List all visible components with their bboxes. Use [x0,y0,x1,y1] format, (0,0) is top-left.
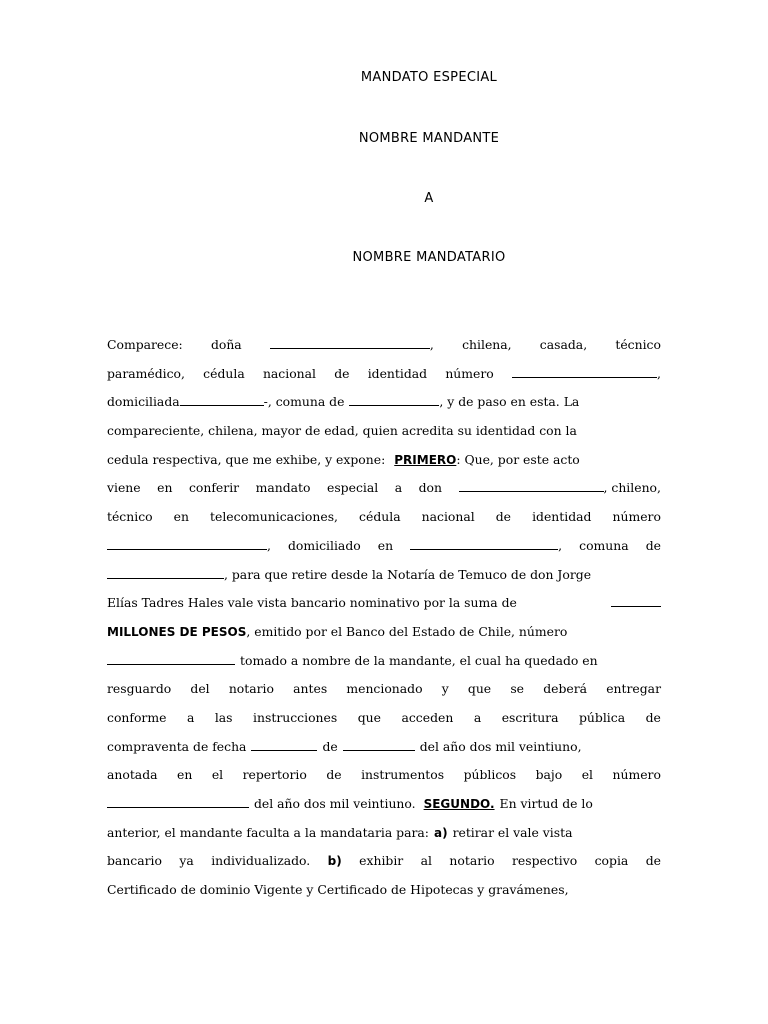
line-word: domiciliado [288,537,361,553]
line-word: pública [579,709,626,725]
line-word: repertorio [242,767,307,783]
line-word: en [173,509,189,525]
line-word: número [612,509,661,525]
line-word: mandato [255,480,311,496]
line-word: técnico [107,509,153,525]
paragraph-line [107,761,661,790]
paragraph-line [107,704,661,733]
line-word: se [510,681,525,697]
line-word: públicos [463,767,517,783]
line-word: nacional [262,365,316,381]
line-word: de [645,537,661,553]
line-word: el [581,767,594,783]
line-word: , chileno, [603,480,661,496]
line-word: del año dos mil veintiuno, [419,738,582,754]
line-word: de [645,853,661,869]
line-word: deberá [543,681,588,697]
line-word: respectivo [511,853,578,869]
line-word: comuna [579,537,629,553]
line-word: , emitido por el Banco del Estado de Chile, número [246,623,568,639]
blank-field [512,365,657,378]
paragraph-line [107,647,661,676]
line-word: cédula [203,365,245,381]
line-word: a [473,709,482,725]
a-heading: A [424,191,434,206]
line-word: de [495,509,512,525]
line-word: nacional [421,509,475,525]
blank-field [611,594,661,607]
blank-field [107,537,267,550]
line-word: paramédico, [107,365,185,381]
line-word: escritura [501,709,559,725]
segundo-clause-label: SEGUNDO. [423,797,495,811]
line-word: acceden [401,709,454,725]
paragraph-line [107,733,661,762]
line-word: , y de paso en esta. La [439,394,580,410]
paragraph-line [107,819,661,848]
line-word: viene [107,480,141,496]
blank-field [251,738,317,751]
line-word: conforme [107,709,167,725]
line-word: del año dos mil veintiuno. [254,796,416,811]
paragraph-line [107,876,661,905]
line-word: las [214,709,233,725]
paragraph-line [107,417,661,446]
line-word: anotada [107,767,158,783]
line-word: en [377,537,394,553]
paragraph-line: Comparece: doña , chilena, casada, técnico [107,331,661,360]
line-word: al [420,853,432,869]
paragraph-line [107,790,661,819]
line-word: del [190,681,210,697]
line-word: Certificado de dominio Vigente y Certificado de Hipotecas y gravámenes, [107,882,569,898]
primero-clause-label: PRIMERO [394,452,457,467]
line-word: que [467,681,492,697]
paragraph-line [107,847,661,876]
line-word: instrumentos [361,767,445,783]
line-word: exhibir [359,853,404,869]
line-word: doña [210,337,242,352]
paragraph-line [107,388,661,417]
line-word: entregar [606,681,661,697]
line-word: casada, [539,337,588,352]
line-word: Comparece: [107,337,183,352]
paragraph-line [107,532,661,561]
line-word: el [211,767,224,783]
line-word: a [186,709,195,725]
line-word: , para que retire desde la Notaría de Temuco de don Jorge [224,566,592,582]
line-word: conferir [188,480,240,496]
line-word: retirar el vale vista [452,824,573,840]
line-word: : Que, por este acto [456,451,580,467]
mandante-heading: NOMBRE MANDANTE [358,131,500,146]
amount-label: MILLONES DE PESOS [107,624,247,639]
line-word: notario [449,853,495,869]
line-word: de [645,709,661,725]
line-word: instrucciones [253,709,338,725]
blank-field [349,393,439,406]
blank-field [107,652,235,665]
line-word: compareciente, chilena, mayor de edad, quien acredita su identidad con la [107,423,577,439]
line-word: de [326,767,342,783]
line-word: técnico [615,337,661,352]
paragraph-line [107,618,661,647]
line-word: ya [179,853,194,869]
line-word: bajo [535,767,563,783]
paragraph-line [107,675,661,704]
paragraph-line [107,446,661,475]
blank-field [343,738,415,751]
paragraph-line [107,589,661,618]
line-word: y [441,681,449,697]
item-a-label: a) [433,825,448,840]
mandate-body-text [107,331,661,905]
line-word: tomado a nombre de la mandante, el cual ha quedado en [240,652,598,668]
line-word: , [558,537,563,553]
line-word: chilena, [462,337,512,352]
line-word: en [157,480,173,496]
line-word: , [267,537,271,553]
line-word: cédula [359,509,401,525]
line-word: identidad [532,509,592,525]
line-word: antes [293,681,328,697]
line-word: identidad [367,365,428,381]
line-word: número [612,767,661,783]
line-word: bancario [107,853,162,869]
mandatario-heading: NOMBRE MANDATARIO [352,250,506,265]
line-word: que [357,709,381,725]
paragraph-line [107,561,661,590]
line-word: notario [228,681,274,697]
blank-field [107,795,249,808]
paragraph-line [107,474,661,503]
line-word: Elías Tadres Hales vale vista bancario nominativo por la suma de [107,595,517,611]
line-word: anterior, el mandante faculta a la mandataria para: [107,824,429,840]
line-word: -, comuna de [263,394,345,410]
line-word: telecomunicaciones, [210,509,338,525]
item-b-label: b) [327,854,342,869]
line-word: individualizado. [211,853,311,869]
document-title: MANDATO ESPECIAL [360,70,498,85]
line-word: de [322,738,338,754]
line-word: especial [326,480,379,496]
line-word: cedula respectiva, que me exhibe, y expone: [107,451,386,467]
line-word: don [418,480,442,496]
line-word: copia [594,853,629,869]
paragraph-line: paramédico, cédula nacional de identidad número , [107,360,661,389]
blank-field [180,393,264,406]
line-word: domiciliada [107,394,180,410]
blank-field [459,479,604,492]
blank-field [410,537,558,550]
line-word: resguardo [107,681,172,697]
line-word: En virtud de lo [499,796,593,811]
line-word: de [334,365,350,381]
line-word: a [394,480,403,496]
paragraph-line [107,503,661,532]
line-word: número [445,365,494,381]
blank-field [107,566,224,579]
line-word: en [177,767,193,783]
line-word: compraventa de fecha [107,738,247,754]
blank-field [270,336,430,349]
line-word: mencionado [346,681,423,697]
